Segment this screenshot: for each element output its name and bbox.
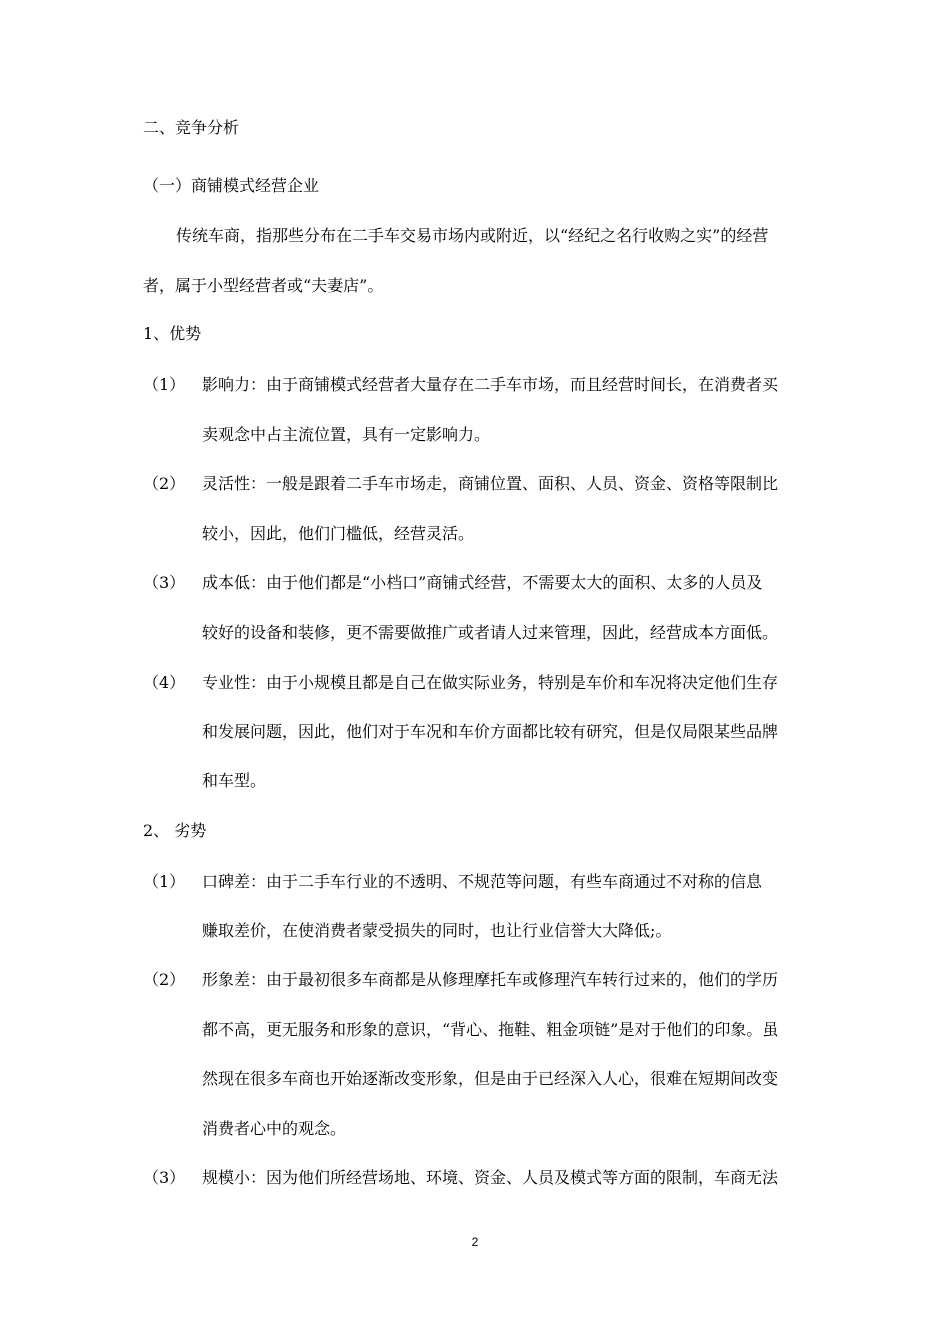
intro-line-2: 者，属于小型经营者或“夫妻店”。 xyxy=(143,276,384,295)
disadvantages-heading: 2、 劣势 xyxy=(143,821,207,840)
list-item-line: 影响力：由于商铺模式经营者大量存在二手车市场，而且经营时间长，在消费者买 xyxy=(202,375,779,394)
intro-line-1: 传统车商，指那些分布在二手车交易市场内或附近，以“经纪之名行收购之实”的经营 xyxy=(176,226,769,245)
list-item-line: 和发展问题，因此，他们对于车况和车价方面都比较有研究，但是仅局限某些品牌 xyxy=(202,722,779,741)
list-item-line: 和车型。 xyxy=(202,771,267,790)
list-item-line: 口碑差：由于二手车行业的不透明、不规范等问题，有些车商通过不对称的信息 xyxy=(202,872,763,891)
list-item-line: 专业性：由于小规模且都是自己在做实际业务，特别是车价和车况将决定他们生存 xyxy=(202,673,779,692)
list-item-line: 规模小：因为他们所经营场地、环境、资金、人员及模式等方面的限制，车商无法 xyxy=(202,1168,779,1187)
list-item-line: 较小，因此，他们门槛低，经营灵活。 xyxy=(202,524,475,543)
list-item-line: 形象差：由于最初很多车商都是从修理摩托车或修理汽车转行过来的，他们的学历 xyxy=(202,970,779,989)
list-item-line: 都不高，更无服务和形象的意识，“背心、拖鞋、粗金项链”是对于他们的印象。虽 xyxy=(202,1020,779,1039)
list-item-number: （3） xyxy=(143,1168,186,1187)
list-item-line: 成本低：由于他们都是“小档口”商铺式经营，不需要太大的面积、太多的人员及 xyxy=(202,573,763,592)
subsection-title: （一）商铺模式经营企业 xyxy=(143,176,320,195)
list-item-number: （4） xyxy=(143,673,186,692)
advantages-heading: 1、优势 xyxy=(143,324,202,343)
list-item-number: （1） xyxy=(143,375,186,394)
list-item-line: 赚取差价，在使消费者蒙受损失的同时，也让行业信誉大大降低;。 xyxy=(202,921,672,940)
section-title: 二、竞争分析 xyxy=(143,118,240,137)
list-item-number: （2） xyxy=(143,970,186,989)
list-item-line: 消费者心中的观念。 xyxy=(202,1119,347,1138)
list-item-number: （1） xyxy=(143,872,186,891)
list-item-line: 灵活性：一般是跟着二手车市场走，商铺位置、面积、人员、资金、资格等限制比 xyxy=(202,474,779,493)
list-item-number: （3） xyxy=(143,573,186,592)
list-item-number: （2） xyxy=(143,474,186,493)
list-item-line: 卖观念中占主流位置，具有一定影响力。 xyxy=(202,425,491,444)
page-number: 2 xyxy=(471,1235,479,1249)
list-item-line: 较好的设备和装修，更不需要做推广或者请人过来管理，因此，经营成本方面低。 xyxy=(202,623,779,642)
list-item-line: 然现在很多车商也开始逐渐改变形象，但是由于已经深入人心，很难在短期间改变 xyxy=(202,1069,779,1088)
